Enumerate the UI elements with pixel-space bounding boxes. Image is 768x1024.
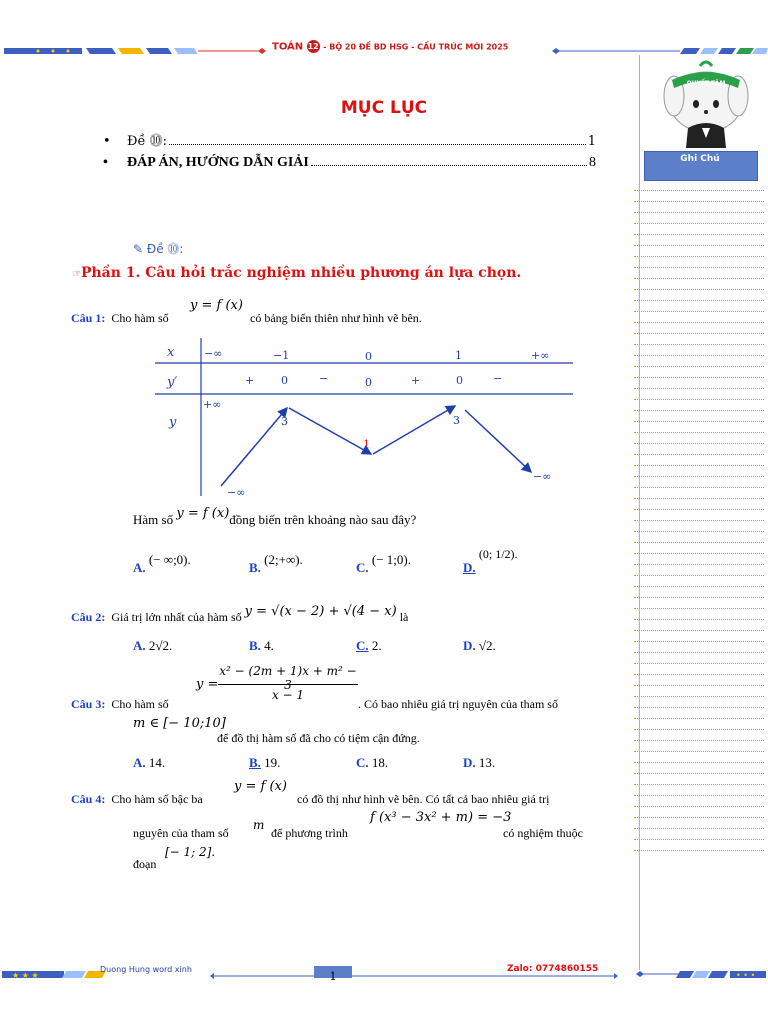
toc-item-label: Đề ⓾: [127,134,168,149]
note-line [634,597,764,598]
note-line [634,586,764,587]
answer-option-c[interactable] [356,755,388,771]
vt-y-label: y [169,415,177,430]
note-line [634,322,764,323]
svg-text:• • •: • • • [736,971,756,980]
q3-condition: m ∈ [− 10;10] [133,716,226,731]
q3-y-equals: y = [196,677,219,692]
note-line [634,454,764,455]
toc-item[interactable]: • ĐÁP ÁN, HƯỚNG DẪN GIẢI 8 [103,155,596,170]
header-subtitle: - BỘ 20 ĐỀ BD HSG - CẤU TRÚC MỚI 2025 [323,42,509,52]
answer-option-c[interactable] [356,638,382,654]
note-line [634,278,764,279]
note-line [634,377,764,378]
part-heading-text: Phần 1. Câu hỏi trắc nghiệm nhiều phương án lựa chọn. [80,265,522,281]
note-line [634,806,764,807]
vt-sign: 0 [281,374,288,387]
q4-line2-c: có nghiệm thuộc [503,826,583,840]
note-line [634,663,764,664]
question-number: Câu 1: [71,311,106,325]
note-line [634,751,764,752]
note-line [634,355,764,356]
vt-y-value: 1 [363,438,370,451]
answer-option-a[interactable] [133,755,165,771]
option-value: √2. [478,638,496,653]
note-line [634,498,764,499]
option-value: (2;+∞). [264,552,303,567]
note-line [634,828,764,829]
toc-item-label: ĐÁP ÁN, HƯỚNG DẪN GIẢI [127,155,309,170]
question-text: Cho hàm số bậc ba [111,792,203,806]
edit-icon: ✎ [133,242,144,256]
q1-text-after: có bảng biến thiên như hình vẽ bên. [250,311,422,325]
note-line [634,443,764,444]
note-line [634,575,764,576]
question-text-after: là [399,610,409,624]
note-line [634,476,764,477]
toc-title: MỤC LỤC [340,98,428,118]
note-line [634,465,764,466]
q1-question [133,506,417,528]
note-line [634,674,764,675]
notes-label: Ghi Chú [680,154,720,164]
q4-text-after: có đồ thị như hình vẽ bên. Có tất cả bao nhiêu giá trị [297,792,550,806]
note-line [634,685,764,686]
mascot-banner-text: QUYẾT TÂM [686,80,726,87]
option-letter: D. [463,560,476,575]
note-line [634,740,764,741]
footer-contact: Zalo: 0774860155 [507,964,599,974]
q3-numerator: x² − (2m + 1)x + m² − 3 [219,664,357,692]
answer-option-b[interactable] [249,552,303,576]
q3-fraction-bar [218,684,358,685]
exam-heading-text: Đề ⓾: [146,242,184,256]
q4-interval: [− 1; 2]. [165,845,216,859]
option-letter: B. [249,638,261,653]
question-number: Câu 2: [71,610,106,624]
option-value: (0; 1/2). [478,547,518,561]
vt-y-value: −∞ [227,486,246,499]
q1-formula: y = f (x) [190,298,243,313]
option-letter: D. [463,755,476,770]
note-line [634,696,764,697]
toc-item-page: 1 [587,134,596,149]
answer-option-a[interactable] [133,552,191,576]
toc-item-page: 8 [589,155,596,170]
note-line [634,432,764,433]
q3-denominator: x − 1 [271,688,305,702]
option-letter: C. [356,638,369,653]
answer-option-d[interactable] [463,638,496,654]
question-2 [71,604,409,625]
vt-x-label: x [167,345,175,360]
option-letter: C. [356,560,369,575]
note-line [634,201,764,202]
question-number: Câu 4: [71,792,106,806]
vt-sign: + [411,374,421,387]
note-line [634,784,764,785]
note-line [634,399,764,400]
svg-text:★ ★ ★: ★ ★ ★ [12,971,39,980]
note-line [634,223,764,224]
option-value: 19. [264,755,281,770]
note-line [634,410,764,411]
header-title [272,40,508,53]
q1-question-text: Hàm số [133,512,174,527]
sidebar-divider [639,55,640,970]
q2-formula: y = √(x − 2) + √(4 − x) [244,604,397,619]
q4-line3-a: đoạn [133,857,157,871]
q1-question-formula: y = f (x) [176,506,230,521]
question-4 [71,792,203,807]
q4-param: m [253,818,265,832]
exam-heading [133,240,183,257]
note-line [634,311,764,312]
pointing-hand-icon: ☞ [72,269,81,280]
option-value: 4. [264,638,274,653]
vt-yprime-label: y′ [167,375,178,390]
vt-x-value: 1 [455,349,462,362]
option-letter: A. [133,560,146,575]
page-number: 1 [329,970,337,983]
option-letter: A. [133,638,146,653]
answer-option-d[interactable] [463,547,518,576]
variation-table [155,336,575,500]
footer-author: Duong Hung word xinh [100,965,192,974]
note-line [634,234,764,235]
answer-option-b[interactable] [249,755,280,771]
note-line [634,850,764,851]
note-line [634,641,764,642]
note-line [634,531,764,532]
question-text: Cho hàm số [111,311,169,325]
option-letter: B. [249,755,261,770]
toc-item[interactable]: • Đề ⓾: 1 [103,130,596,149]
option-letter: C. [356,755,369,770]
note-line [634,707,764,708]
note-line [634,509,764,510]
header-grade-badge: 12 [307,42,319,51]
question-1 [71,311,169,326]
vt-x-value: +∞ [531,349,550,362]
option-value: 13. [478,755,496,770]
option-value: 2√2. [148,638,173,653]
note-line [634,212,764,213]
answer-option-d[interactable] [463,755,495,771]
note-line [634,256,764,257]
option-value: 14. [148,755,166,770]
note-line [634,839,764,840]
vt-x-value: 0 [365,350,372,363]
note-line [634,190,764,191]
vt-y-value: 3 [281,415,288,428]
note-line [634,542,764,543]
note-line [634,487,764,488]
note-line [634,652,764,653]
q4-formula: y = f (x) [234,779,287,794]
option-value: 18. [371,755,389,770]
vt-sign: 0 [365,376,372,389]
note-line [634,388,764,389]
option-value: 2. [371,638,382,653]
option-letter: B. [249,560,261,575]
q3-text-end: để đồ thị hàm số đã cho có tiệm cận đứng. [217,731,420,745]
q4-equation: f (x³ − 3x² + m) = −3 [370,810,512,825]
note-line [634,773,764,774]
q4-line2-a: nguyên của tham số [133,826,229,840]
vt-sign: − [493,372,503,385]
question-text: Giá trị lớn nhất của hàm số [111,610,242,624]
option-value: (− 1;0). [371,552,411,567]
vt-y-value: 3 [453,414,460,427]
note-line [634,366,764,367]
vt-sign: − [319,372,329,385]
note-line [634,619,764,620]
vt-x-value: −1 [273,349,290,362]
option-letter: A. [133,755,146,770]
header-subject: TOÁN [272,41,304,53]
vt-y-value: −∞ [533,470,552,483]
question-number: Câu 3: [71,697,106,711]
note-line [634,333,764,334]
vt-y-value: +∞ [203,398,222,411]
note-line [634,421,764,422]
vt-sign: 0 [456,374,463,387]
note-line [634,300,764,301]
note-line [634,245,764,246]
note-line [634,795,764,796]
vt-x-value: −∞ [204,347,223,360]
note-line [634,520,764,521]
note-line [634,817,764,818]
note-line [634,729,764,730]
question-3 [71,697,169,712]
q4-line2-b: để phương trình [271,826,348,840]
note-line [634,608,764,609]
note-line [634,718,764,719]
note-line [634,762,764,763]
note-line [634,564,764,565]
answer-option-a[interactable] [133,638,172,654]
answer-option-b[interactable] [249,638,274,654]
part-heading [72,265,521,281]
vt-sign: + [245,374,255,387]
note-line [634,630,764,631]
q1-question-after: đồng biến trên khoảng nào sau đây? [229,512,417,527]
note-line [634,344,764,345]
option-letter: D. [463,638,476,653]
note-line [634,289,764,290]
note-line [634,267,764,268]
option-value: (− ∞;0). [148,552,191,567]
question-text: Cho hàm số [111,697,169,711]
q3-text-after: . Có bao nhiêu giá trị nguyên của tham số [358,697,558,711]
answer-option-c[interactable] [356,552,411,576]
note-line [634,553,764,554]
